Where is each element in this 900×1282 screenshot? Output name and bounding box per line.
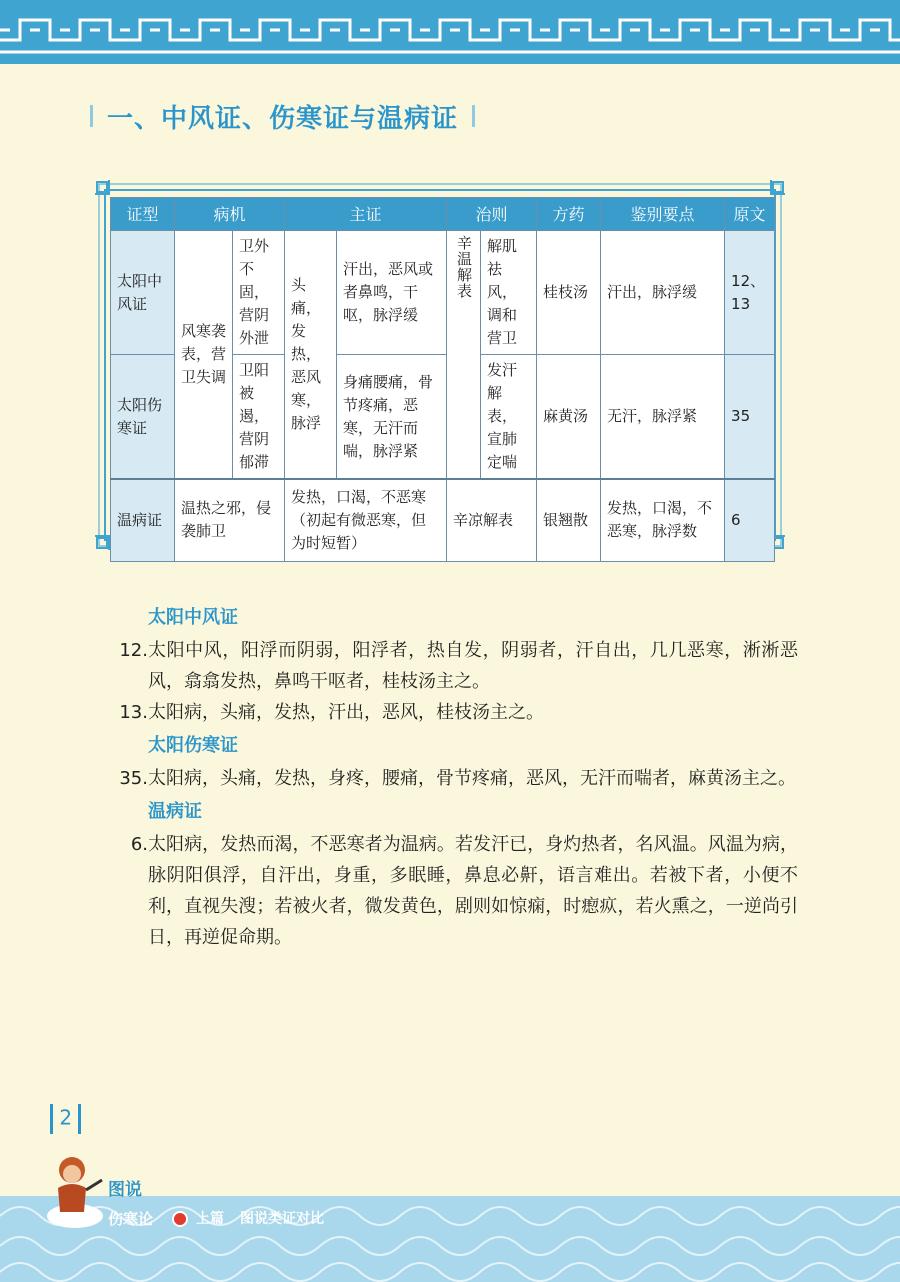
header-type: 证型 <box>111 198 175 231</box>
series-title-a: 图说 <box>108 1180 142 1200</box>
entry-text: 太阳中风，阳浮而阴弱，阳浮者，热自发，阴弱者，汗自出，几几恶寒，淅淅恶风，翕翕发热，鼻鸣干呕者，桂枝汤主之。 <box>148 640 798 692</box>
cell-principle: 发汗解表，宣肺定喘 <box>481 355 537 480</box>
cell-principle-shared: 辛温解表 <box>447 231 481 480</box>
entry-number: 12. <box>119 640 148 661</box>
cell-type: 太阳中风证 <box>111 231 175 355</box>
cell-symptom: 身痛腰痛，骨节疼痛，恶寒，无汗而喘，脉浮紧 <box>337 355 447 480</box>
comparison-table <box>110 197 775 562</box>
cell-ref: 6 <box>725 479 775 561</box>
section-label: 图说类证对比 <box>240 1211 324 1227</box>
page-number-bar <box>50 1104 53 1134</box>
cell-symptom: 发热，口渴，不恶寒（初起有微恶寒，但为时短暂） <box>285 479 447 561</box>
cell-key: 发热，口渴，不恶寒，脉浮数 <box>601 479 725 561</box>
entry-number: 6. <box>130 834 148 855</box>
page-number-bar <box>78 1104 81 1134</box>
cell-principle: 辛凉解表 <box>447 479 537 561</box>
section-heading <box>90 96 475 136</box>
subheading: 温病证 <box>148 801 202 822</box>
entry-number: 35. <box>119 768 148 789</box>
text-entry <box>108 763 798 794</box>
entry-number: 13. <box>119 702 148 723</box>
entry-text: 太阳病，头痛，发热，汗出，恶风，桂枝汤主之。 <box>148 702 544 723</box>
top-lattice-band <box>0 0 900 64</box>
cell-mechanism: 卫阳被遏，营阴郁滞 <box>233 355 285 480</box>
subheading: 太阳中风证 <box>148 607 238 628</box>
cell-key: 无汗，脉浮紧 <box>601 355 725 480</box>
page-number <box>50 1104 81 1134</box>
table-row <box>111 231 775 355</box>
cell-key: 汗出，脉浮缓 <box>601 231 725 355</box>
cell-principle: 解肌祛风，调和营卫 <box>481 231 537 355</box>
header-key-points: 鉴别要点 <box>601 198 725 231</box>
text-entry <box>108 829 798 953</box>
cell-type: 太阳伤寒证 <box>111 355 175 480</box>
heading-title: 一、中风证、伤寒证与温病证 <box>107 103 459 134</box>
part-label: 上篇 <box>196 1211 224 1227</box>
cell-symptom-shared: 头痛，发热，恶风寒，脉浮 <box>285 231 337 480</box>
header-symptoms: 主证 <box>285 198 447 231</box>
header-principle: 治则 <box>447 198 537 231</box>
cell-formula: 桂枝汤 <box>537 231 601 355</box>
header-reference: 原文 <box>725 198 775 231</box>
text-entry <box>108 635 798 697</box>
cell-symptom: 汗出，恶风或者鼻鸣，干呕，脉浮缓 <box>337 231 447 355</box>
cell-type: 温病证 <box>111 479 175 561</box>
heading-bar-left <box>90 105 93 127</box>
table-row <box>111 479 775 561</box>
cell-formula: 麻黄汤 <box>537 355 601 480</box>
heading-bar-right <box>472 105 475 127</box>
cell-formula: 银翘散 <box>537 479 601 561</box>
text-entry <box>108 697 798 728</box>
table-header-row <box>111 198 775 231</box>
cell-mechanism-shared: 风寒袭表，营卫失调 <box>175 231 233 480</box>
subheading: 太阳伤寒证 <box>148 735 238 756</box>
original-text <box>108 600 798 953</box>
cell-mechanism: 温热之邪，侵袭肺卫 <box>175 479 285 561</box>
series-title-b: 伤寒论 <box>108 1210 154 1228</box>
header-mechanism: 病机 <box>175 198 285 231</box>
cell-ref: 12、13 <box>725 231 775 355</box>
mascot-figure <box>40 1150 110 1234</box>
cell-ref: 35 <box>725 355 775 480</box>
entry-text: 太阳病，发热而渴，不恶寒者为温病。若发汗已，身灼热者，名风温。风温为病，脉阴阳俱浮，自汗出，身重，多眠睡，鼻息必鼾，语言难出。若被下者，小便不利，直视失溲；若被火者，微发黄色，剧则如惊痫，时瘛疭，若火熏之，一逆尚引日，再逆促命期。 <box>148 834 798 948</box>
header-formula: 方药 <box>537 198 601 231</box>
entry-text: 太阳病，头痛，发热，身疼，腰痛，骨节疼痛，恶风，无汗而喘者，麻黄汤主之。 <box>148 768 796 789</box>
cell-mechanism: 卫外不固，营阴外泄 <box>233 231 285 355</box>
separator-dot <box>172 1211 188 1227</box>
page-number-value: 2 <box>59 1105 73 1130</box>
